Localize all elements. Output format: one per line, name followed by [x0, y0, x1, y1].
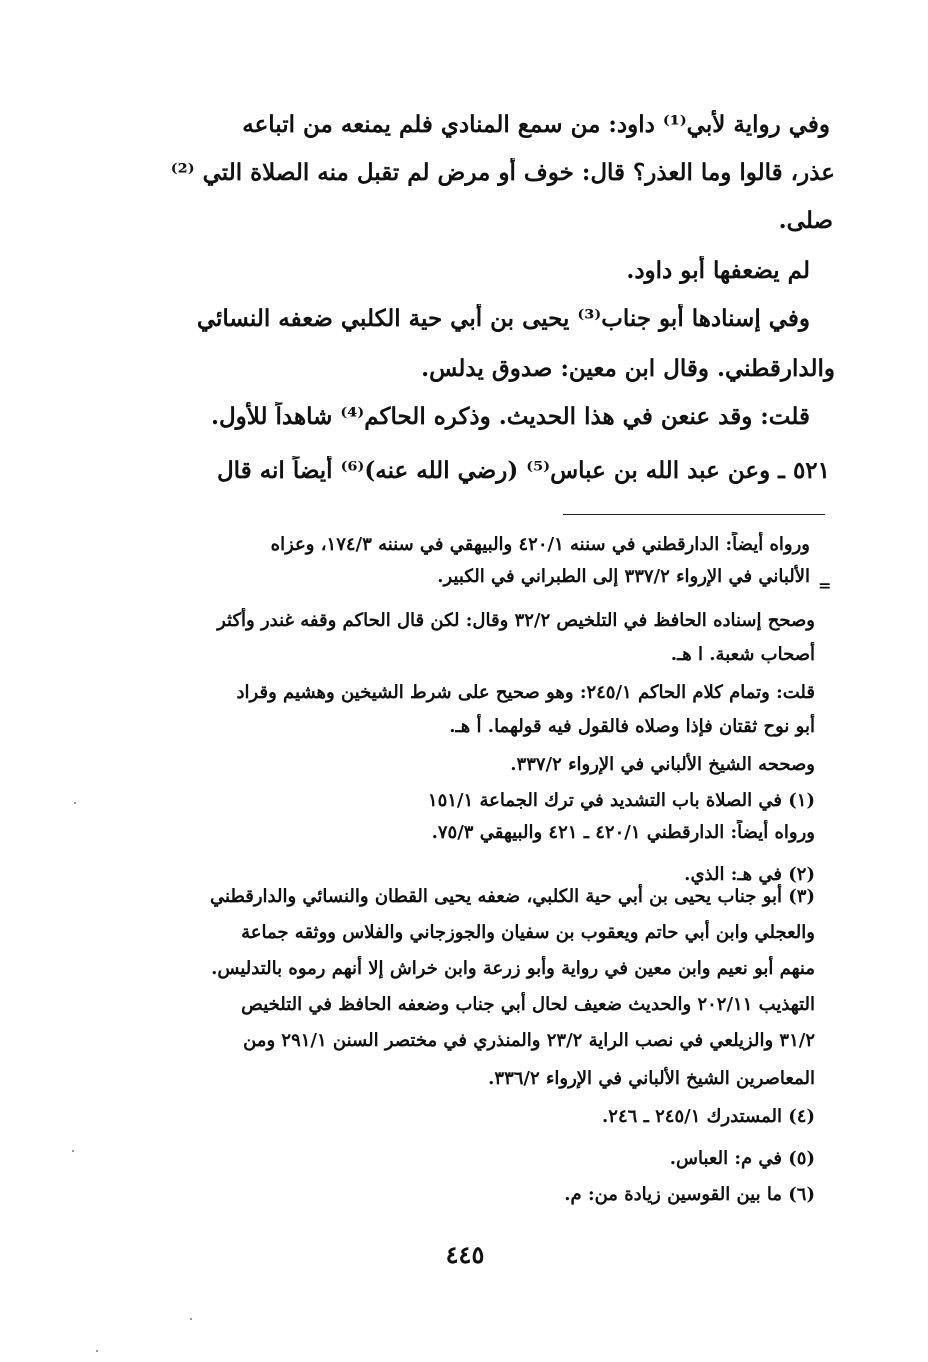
main-text-line: ٥٢١ ـ وعن عبد الله بن عباس⁽⁵⁾ (رضي الله عنه)⁽⁶⁾ أيضاً انه قال: [216, 457, 830, 484]
main-text-line: وفي إسنادها أبو جناب⁽³⁾ يحيى بن أبي حية الكلبي ضعفه النسائي: [196, 305, 810, 332]
footnote-line: المعاصرين الشيخ الألباني في الإرواء ٣٣٦/٢.: [488, 1068, 815, 1089]
footnote-line: (٦) ما بين القوسين زيادة من: م.: [564, 1184, 815, 1205]
continuation-marker: =: [818, 576, 832, 595]
main-text-line: وفي رواية لأبي⁽¹⁾ داود: من سمع المنادي فلم يمنعه من اتباعه: [242, 111, 830, 138]
footnote-line: (٣) أبو جناب يحيى بن أبي حية الكلبي، ضعفه يحيى القطان والنسائي والدارقطني: [210, 886, 815, 907]
footnote-line: ورواه أيضاً: الدارقطني ٤٢٠/١ ـ ٤٢١ والبيهقي ٧٥/٣.: [431, 822, 815, 843]
footnote-line: وصحح إسناده الحافظ في التلخيص ٣٢/٢ وقال: لكن قال الحاكم وقفه غندر وأكثر: [217, 610, 815, 631]
main-text-line: صلى.: [778, 207, 833, 234]
scan-speck: [96, 1350, 98, 1352]
footnote-line: (٤) المستدرك ٢٤٥/١ ـ ٢٤٦.: [602, 1106, 815, 1127]
footnote-line: منهم أبو نعيم وابن معين في رواية وأبو زرعة وابن خراش إلا أنهم رموه بالتدليس.: [211, 958, 815, 979]
main-text-line: عذر، قالوا وما العذر؟ قال: خوف أو مرض لم تقبل منه الصلاة التي ⁽²⁾: [170, 159, 835, 186]
scan-speck: [190, 1318, 192, 1320]
footnote-line: أبو نوح ثقتان فإذا وصلاه فالقول فيه قولهما. أ هـ.: [449, 716, 815, 737]
footnote-line: التهذيب ٢٠٢/١١ والحديث ضعيف لحال أبي جناب وضعفه الحافظ في التلخيص: [241, 994, 815, 1015]
footnote-line: أصحاب شعبة. ا هـ.: [670, 644, 815, 665]
scan-speck: [72, 1150, 74, 1152]
footnote-line: (٥) في م: العباس.: [669, 1148, 815, 1169]
footnote-line: وصححه الشيخ الألباني في الإرواء ٣٣٧/٢.: [510, 754, 815, 775]
page-number: ٤٤٥: [445, 1240, 485, 1269]
scan-speck: [74, 802, 76, 804]
footnote-line: قلت: وتمام كلام الحاكم ٢٤٥/١: وهو صحيح على شرط الشيخين وهشيم وقراد: [236, 682, 815, 703]
footnote-line: ٣١/٢ والزيلعي في نصب الراية ٢٣/٢ والمنذري في مختصر السنن ٢٩١/١ ومن: [243, 1030, 815, 1051]
main-text-line: قلت: وقد عنعن في هذا الحديث. وذكره الحاكم⁽⁴⁾ شاهداً للأول.: [210, 403, 810, 430]
footnote-divider: [563, 514, 825, 515]
main-text-line: لم يضعفها أبو داود.: [626, 257, 810, 284]
footnote-line: الألباني في الإرواء ٣٣٧/٢ إلى الطبراني في الكبير.: [437, 566, 810, 587]
main-text-line: والدارقطني. وقال ابن معين: صدوق يدلس.: [421, 355, 835, 382]
footnote-line: (٢) في هـ: الذي.: [684, 864, 815, 885]
footnote-line: ورواه أيضاً: الدارقطني في سننه ٤٢٠/١ والبيهقي في سننه ١٧٤/٣، وعزاه: [270, 534, 810, 555]
footnote-line: والعجلي وابن أبي حاتم ويعقوب بن سفيان والجوزجاني والفلاس ووثقه جماعة: [241, 922, 815, 943]
footnote-line: (١) في الصلاة باب التشديد في ترك الجماعة ١٥١/١: [427, 790, 815, 811]
